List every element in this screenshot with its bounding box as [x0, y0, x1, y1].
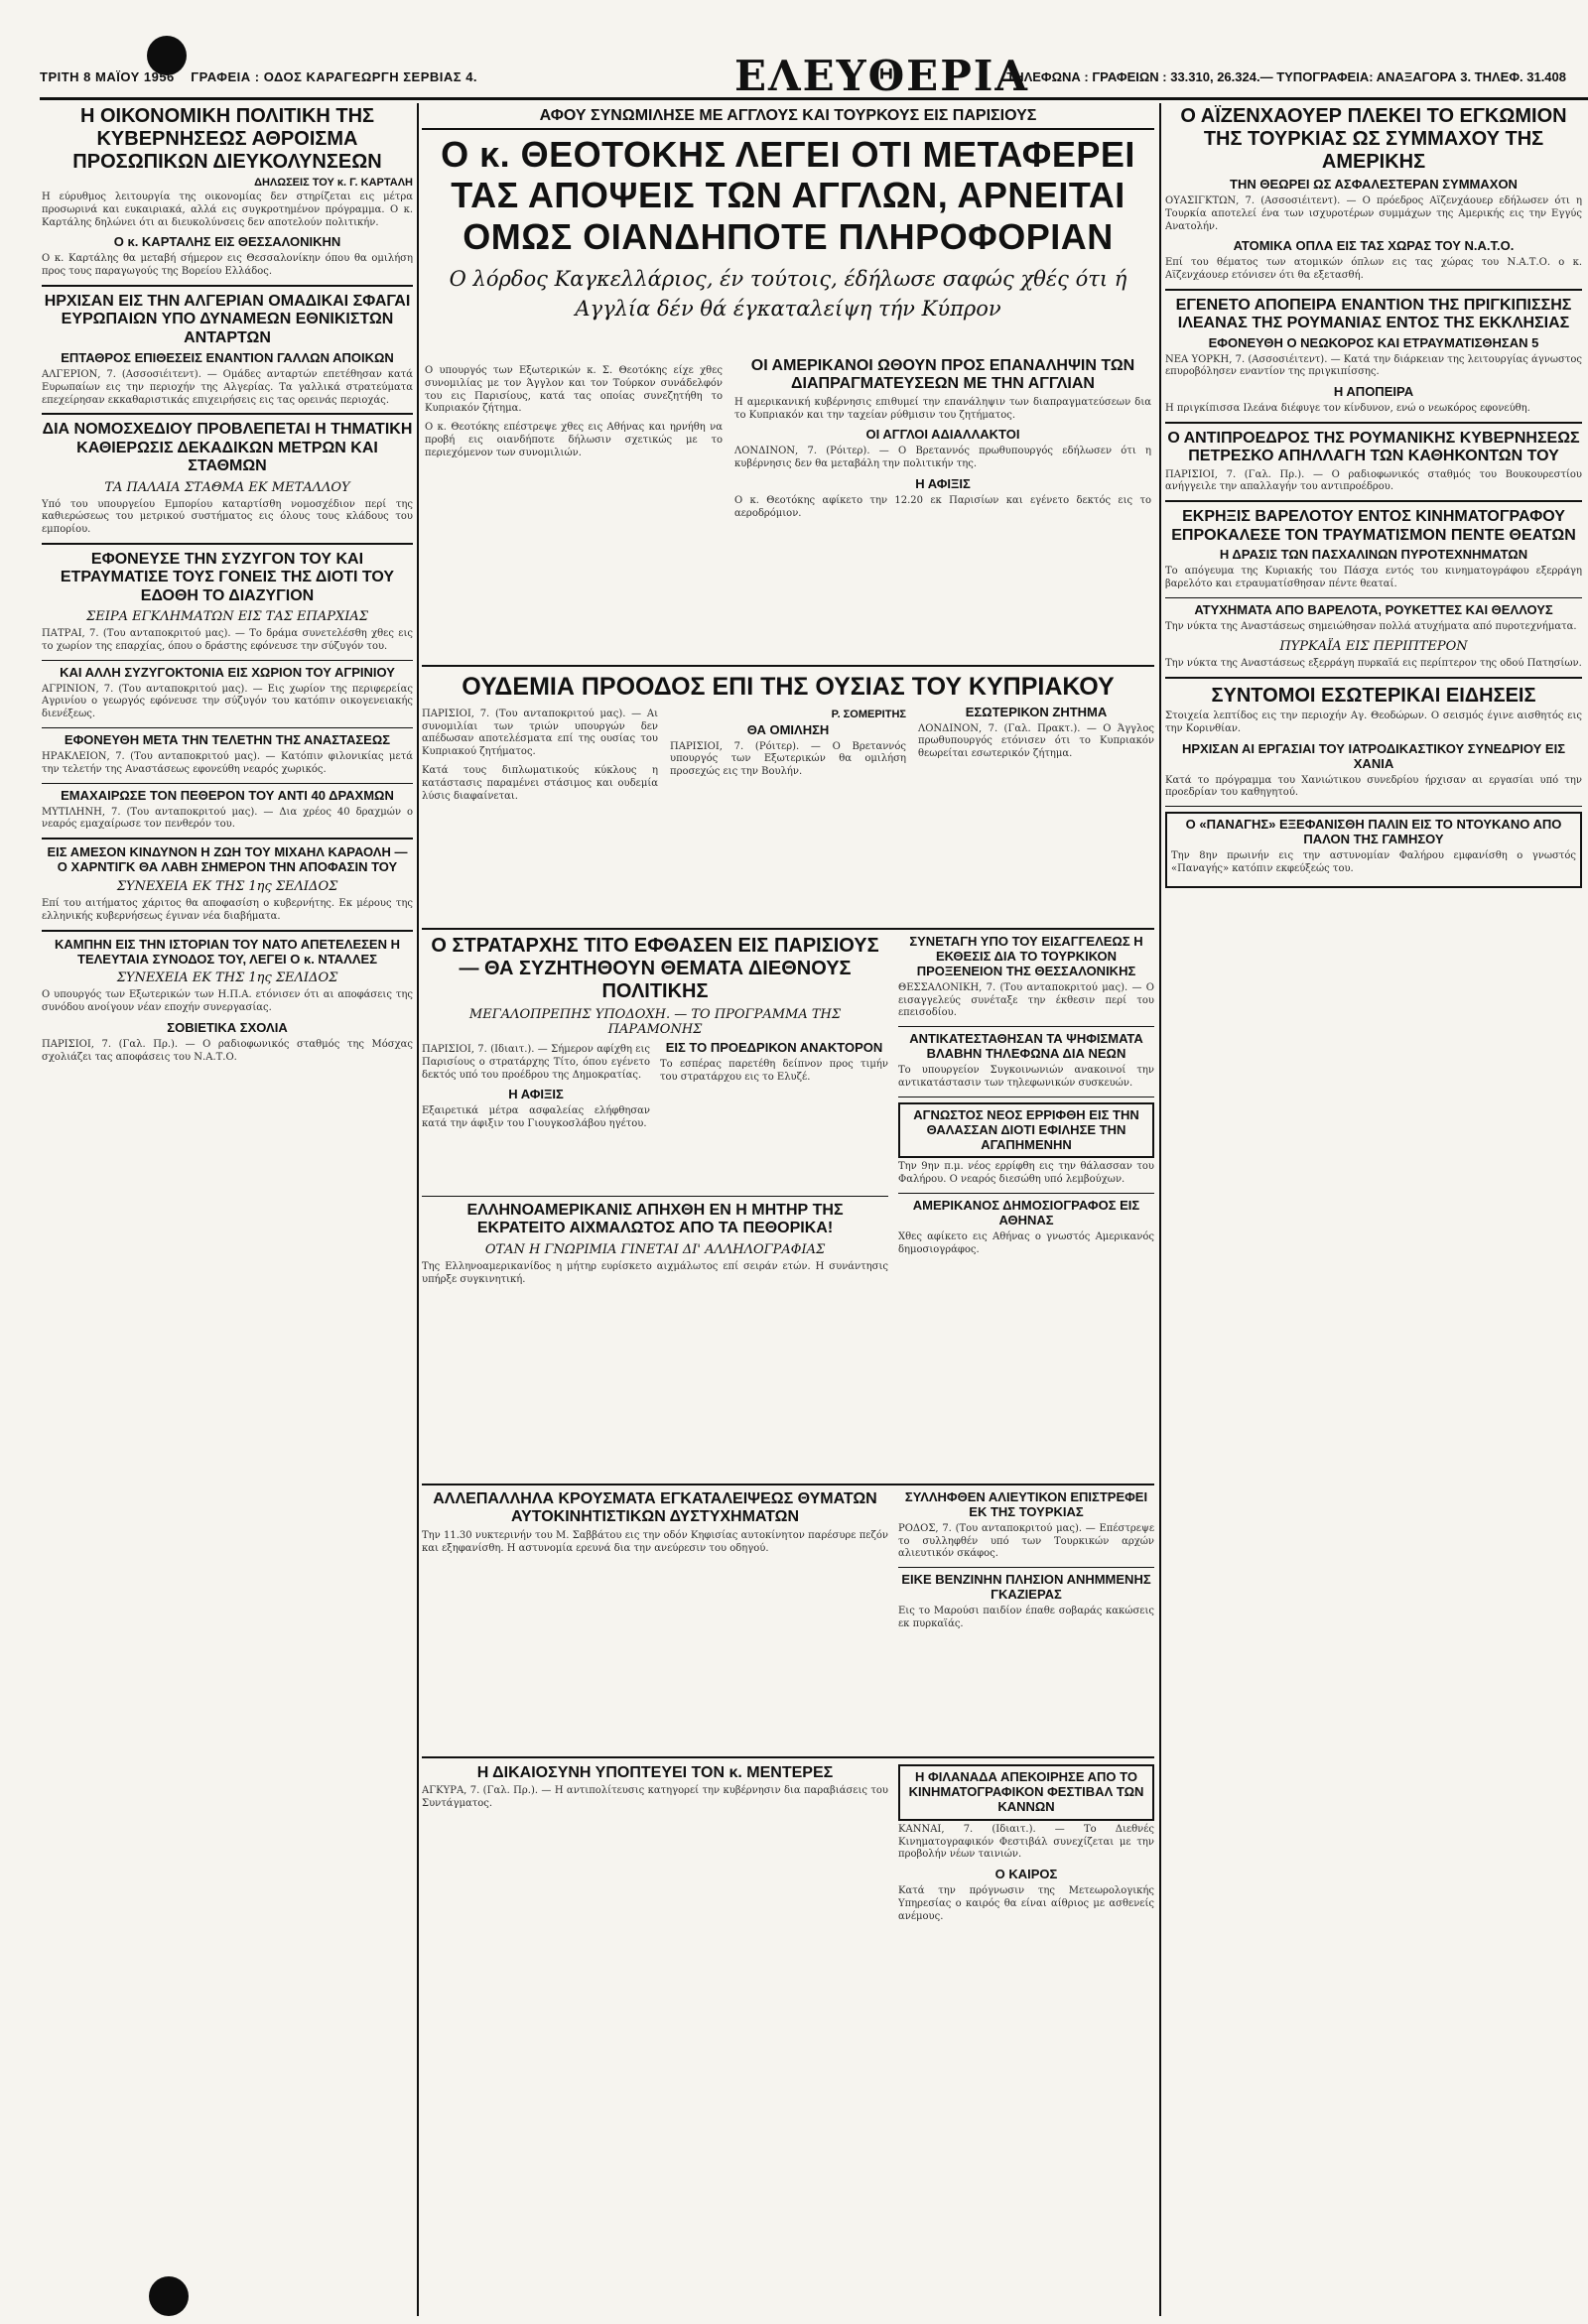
divider [42, 543, 413, 545]
column-rule-right [1159, 103, 1161, 2316]
subheading: Η ΑΠΟΠΕΙΡΑ [1333, 384, 1414, 400]
column-rule-left [417, 103, 419, 2316]
subheading: Ο κ. ΚΑΡΤΑΛΗΣ ΕΙΣ ΘΕΣΣΑΛΟΝΙΚΗΝ [113, 234, 341, 250]
article-americans-push [734, 357, 1151, 655]
article-body: ΠΑΤΡΑΙ, 7. (Του ανταποκριτού μας). — Το δράμα συνετελέσθη χθες εις το χωρίον της επαρχίας, όπου ο δράστης εφόνευσε την σύζυγόν του. [42, 628, 413, 652]
article-body: Εξαιρετικά μέτρα ασφαλείας ελήφθησαν κατά την άφιξιν του Γιουγκοσλάβου ηγέτου. [422, 1105, 650, 1130]
headline: ΑΜΕΡΙΚΑΝΟΣ ΔΗΜΟΣΙΟΓΡΑΦΟΣ ΕΙΣ ΑΘΗΝΑΣ [912, 1198, 1140, 1228]
headline: ΕΓΕΝΕΤΟ ΑΠΟΠΕΙΡΑ ΕΝΑΝΤΙΟΝ ΤΗΣ ΠΡΙΓΚΙΠΙΣΣΗΣ ΙΛΕΑΝΑΣ ΤΗΣ ΡΟΥΜΑΝΙΑΣ ΕΝΤΟΣ ΤΗΣ ΕΚΚΛΗΣΙΑΣ [1175, 296, 1572, 332]
byline: Ρ. ΣΟΜΕΡΙΤΗΣ [831, 708, 906, 720]
article-body: Η πριγκίπισσα Ιλεάνα διέφυγε τον κίνδυνον, ενώ ο νεωκόρος εφονεύθη. [1165, 403, 1530, 415]
article-body: ΠΑΡΙΣΙΟΙ, 7. (Γαλ. Πρ.). — Ο ραδιοφωνικός σταθμός του Βουκουρεστίου ανήγγειλε την απαλλαγήν του αντιπροέδρου. [1165, 468, 1582, 493]
subheading: ΤΗΝ ΘΕΩΡΕΙ ΩΣ ΑΣΦΑΛΕΣΤΕΡΑΝ ΣΥΜΜΑΧΟΝ [1230, 177, 1518, 192]
headline: ΕΦΟΝΕΥΘΗ ΜΕΤΑ ΤΗΝ ΤΕΛΕΤΗΝ ΤΗΣ ΑΝΑΣΤΑΣΕΩΣ [64, 732, 391, 748]
subheading: Ο ΚΑΙΡΟΣ [994, 1867, 1058, 1882]
article-domestic-briefs [1165, 685, 1582, 800]
divider [42, 930, 413, 932]
divider [1165, 806, 1582, 807]
article-body: ΡΟΔΟΣ, 7. (Του ανταποκριτού μας). — Επέστρεψε το συλληφθέν υπό των Τουρκικών αρχών αλιευτικόν σκάφος. [898, 1522, 1154, 1560]
article-body: ΠΑΡΙΣΙΟΙ, 7. (Του ανταποκριτού μας). — Αι συνομιλίαι των τριών υπουργών δεν απέδωσαν αποτελέσματα επί της ουσίας του Κυπριακού ζητήματος. [422, 708, 658, 758]
headline: ΕΙΣ ΑΜΕΣΟΝ ΚΙΝΔΥΝΟΝ Η ΖΩΗ ΤΟΥ ΜΙΧΑΗΛ ΚΑΡΑΟΛΗ — Ο ΧΑΡΝΤΙΓΚ ΘΑ ΛΑΒΗ ΣΗΜΕΡΟΝ ΤΗΝ ΑΠΟΦΑΣΙΝ ΤΟΥ [47, 844, 408, 875]
article-body: Το απόγευμα της Κυριακής του Πάσχα εντός του κινηματογράφου εξερράγη βαρελότο και ετραυματίσθησαν πέντε θεαταί. [1165, 566, 1582, 589]
headline: ΕΜΑΧΑΙΡΩΣΕ ΤΟΝ ΠΕΘΕΡΟΝ ΤΟΥ ΑΝΤΙ 40 ΔΡΑΧΜΩΝ [61, 787, 394, 803]
headline: ΕΙΚΕ ΒΕΝΖΙΝΗΝ ΠΛΗΣΙΟΝ ΑΝΗΜΜΕΝΗΣ ΓΚΑΖΙΕΡΑΣ [901, 1572, 1151, 1603]
headline: ΕΚΡΗΞΙΣ ΒΑΡΕΛΟΤΟΥ ΕΝΤΟΣ ΚΙΝΗΜΑΤΟΓΡΑΦΟΥ ΕΠΡΟΚΑΛΕΣΕ ΤΟΝ ΤΡΑΥΜΑΤΙΣΜΟΝ ΠΕΝΤΕ ΘΕΑΤΩΝ [1171, 508, 1576, 544]
article-cinema-explosion [1165, 508, 1582, 590]
article-metric-system [42, 421, 413, 537]
divider [422, 1756, 1154, 1758]
article-body: Ο κ. Θεοτόκης επέστρεψε χθες εις Αθήνας και ηρνήθη να προβή εις οιανδήποτε δήλωσιν σχετικώς με το περιεχόμενον των συνομιλιών. [425, 422, 723, 458]
byline: ΔΗΛΩΣΕΙΣ ΤΟΥ κ. Γ. ΚΑΡΤΑΛΗ [254, 177, 413, 189]
article-body: Ο κ. Καρτάλης θα μεταβή σήμερον εις Θεσσαλονίκην όπου θα ομιλήση προς τους παραγωγούς της Βορείου Ελλάδος. [42, 253, 413, 278]
article-karaolis [42, 845, 413, 923]
article-body: ΑΓΚΥΡΑ, 7. (Γαλ. Πρ.). — Η αντιπολίτευσις κατηγορεί την κυβέρνησιν δια παραβιάσεις του Συντάγματος. [422, 1785, 888, 1810]
article-body: Της Ελληνοαμερικανίδος η μήτηρ ευρίσκετο αιχμάλωτος επί σειράν ετών. Η συνάντησις υπήρξε συγκινητική. [422, 1260, 888, 1285]
subheading: ΕΦΟΝΕΥΘΗ Ο ΝΕΩΚΟΡΟΣ ΚΑΙ ΕΤΡΑΥΜΑΤΙΣΘΗΣΑΝ 5 [1208, 334, 1539, 350]
article-body: ΑΓΡΙΝΙΟΝ, 7. (Του ανταποκριτού μας). — Εις χωρίον της περιφερείας Αγρινίου ο γεωργός εφόνευσε την σύζυγόν του κατόπιν οικογενειακής διενέξεως. [42, 683, 413, 720]
subheading: ΑΤΟΜΙΚΑ ΟΠΛΑ ΕΙΣ ΤΑΣ ΧΩΡΑΣ ΤΟΥ Ν.Α.Τ.Ο. [1233, 238, 1515, 254]
headline: ΟΙ ΑΜΕΡΙΚΑΝΟΙ ΩΘΟΥΝ ΠΡΟΣ ΕΠΑΝΑΛΗΨΙΝ ΤΩΝ ΔΙΑΠΡΑΓΜΑΤΕΥΣΕΩΝ ΜΕ ΤΗΝ ΑΓΓΛΙΑΝ [750, 357, 1135, 393]
headline: ΚΑΙ ΑΛΛΗ ΣΥΖΥΓΟΚΤΟΝΙΑ ΕΙΣ ΧΩΡΙΟΝ ΤΟΥ ΑΓΡΙΝΙΟΥ [60, 664, 395, 680]
article-body: ΝΕΑ ΥΟΡΚΗ, 7. (Ασσοσιέιτεντ). — Κατά την διάρκειαν της λειτουργίας άγνωστος επυροβόλησεν εναντίον της πριγκιπίσσης. [1165, 353, 1582, 378]
article-body: Εις το Μαρούσι παιδίον έπαθε σοβαράς κακώσεις εκ πυρκαϊάς. [898, 1606, 1154, 1629]
article-body: ΚΑΝΝΑΙ, 7. (Ιδιαιτ.). — Το Διεθνές Κινηματογραφικόν Φεστιβάλ συνεχίζεται με την προβολήν νέων ταινιών. [898, 1823, 1154, 1861]
article-body: Ο υπουργός των Εξωτερικών κ. Σ. Θεοτόκης είχε χθες συνομιλίας με τον Άγγλον και τον Τούρκον συνάδελφόν του εις Παρισίους, κατά τας οποίας συνεζητήθη το Κυπριακόν ζήτημα. [425, 365, 723, 415]
boxed-brief [898, 1102, 1154, 1159]
article-body: Ο υπουργός των Εξωτερικών των Η.Π.Α. ετόνισεν ότι αι αποφάσεις της συνόδου ανοίγουν νέαν εποχήν συνεργασίας. [42, 989, 413, 1014]
article-body: ΠΑΡΙΣΙΟΙ, 7. (Ιδιαιτ.). — Σήμερον αφίχθη εις Παρισίους ο στρατάρχης Τίτο, όπου εγένετο δεκτός υπό του προέδρου της Δημοκρατίας. [422, 1044, 650, 1081]
headline: ΑΛΛΕΠΑΛΛΗΛΑ ΚΡΟΥΣΜΑΤΑ ΕΓΚΑΤΑΛΕΙΨΕΩΣ ΘΥΜΑΤΩΝ ΑΥΤΟΚΙΝΗΤΙΣΤΙΚΩΝ ΔΥΣΤΥΧΗΜΑΤΩΝ [433, 1490, 877, 1526]
article-agrinio [42, 666, 413, 721]
headline: ΑΝΤΙΚΑΤΕΣΤΑΘΗΣΑΝ ΤΑ ΨΗΦΙΣΜΑΤΑ ΒΛΑΒΗΝ ΤΗΛΕΦΩΝΑ ΔΙΑ ΝΕΩΝ [909, 1031, 1143, 1062]
article-body: Την 8ην πρωινήν εις την αστυνομίαν Φαλήρου εμφανίσθη ο γνωστός «Παναγής» κατόπιν εκφεύξεώς του. [1171, 850, 1576, 874]
article-hit-and-run [422, 1490, 888, 1788]
article-body: Υπό του υπουργείου Εμπορίου καταρτίσθη νομοσχέδιον περί της καθιερώσεως του μετρικού συστήματος εις όλους τους κλάδους του εμπορίου. [42, 498, 413, 536]
article-body: Χθες αφίκετο εις Αθήνας ο γνωστός Αμερικανός δημοσιογράφος. [898, 1230, 1154, 1255]
lead-body-column [425, 362, 723, 660]
divider [422, 665, 1154, 667]
headline: ΣΥΝΤΟΜΟΙ ΕΣΩΤΕΡΙΚΑΙ ΕΙΔΗΣΕΙΣ [1211, 685, 1536, 708]
article-body: Την 11.30 νυκτερινήν του Μ. Σαββάτου εις την οδόν Κηφισίας αυτοκίνητον παρέσυρε πεζόν και εξηφανίσθη. Η αστυνομία ερευνά δια την ανεύρεσιν του οδηγού. [422, 1529, 888, 1554]
article-body: Η αμερικανική κυβέρνησις επιθυμεί την επανάληψιν των διαπραγματεύσεων δια το Κυπριακόν και την ταχείαν ρύθμισιν του ζητήματος. [734, 396, 1151, 421]
headline: Η ΦΙΛΑΝΑΔΑ ΑΠΕΚΟΙΡΗΣΕ ΑΠΟ ΤΟ ΚΙΝΗΜΑΤΟΓΡΑΦΙΚΟΝ ΦΕΣΤΙΒΑΛ ΤΩΝ ΚΑΝΝΩΝ [908, 1769, 1144, 1814]
divider [898, 1193, 1154, 1194]
article-body: Ο κ. Θεοτόκης αφίκετο την 12.20 εκ Παρισίων και εγένετο δεκτός εις το αεροδρόμιον. [734, 494, 1151, 519]
divider [1165, 597, 1582, 598]
issue-date: ΤΡΙΤΗ 8 ΜΑΪΟΥ 1956 [40, 69, 175, 84]
right-column [1165, 105, 1582, 2313]
article-body: Την 9ην π.μ. νέος ερρίφθη εις την θάλασσαν του Φαλήρου. Ο νεαρός διεσώθη υπό λεμβούχων. [898, 1161, 1154, 1186]
subheading: ΕΠΤΑΘΡΟΣ ΕΠΙΘΕΣΕΙΣ ΕΝΑΝΤΙΟΝ ΓΑΛΛΩΝ ΑΠΟΙΚΩΝ [61, 350, 394, 366]
article-easter-killing [42, 733, 413, 777]
headline: ΣΥΝΕΤΑΓΗ ΥΠΟ ΤΟΥ ΕΙΣΑΓΓΕΛΕΩΣ Η ΕΚΘΕΣΙΣ ΔΙΑ ΤΟ ΤΟΥΡΚΙΚΟΝ ΠΡΟΞΕΝΕΙΟΝ ΤΗΣ ΘΕΣΣΑΛΟΝΙΚΗΣ [909, 935, 1143, 978]
subheading: ΟΤΑΝ Η ΓΝΩΡΙΜΙΑ ΓΙΝΕΤΑΙ ΔΙ' ΑΛΛΗΛΟΓΡΑΦΙΑΣ [484, 1241, 826, 1257]
divider [422, 928, 1154, 930]
article-cannes [898, 1764, 1154, 2310]
headline: ΟΥΔΕΜΙΑ ΠΡΟΟΔΟΣ ΕΠΙ ΤΗΣ ΟΥΣΙΑΣ ΤΟΥ ΚΥΠΡΙΑΚΟΥ [462, 673, 1115, 701]
weather-forecast: Κατά την πρόγνωσιν της Μετεωρολογικής Υπηρεσίας ο καιρός θα είναι αίθριος με ασθενείς ανέμους. [898, 1885, 1154, 1922]
divider [42, 783, 413, 784]
divider [422, 1484, 1154, 1485]
article-greek-american [422, 1191, 888, 1488]
headline: Ο «ΠΑΝΑΓΗΣ» ΕΞΕΦΑΝΙΣΘΗ ΠΑΛΙΝ ΕΙΣ ΤΟ ΝΤΟΥΚΑΝΟ ΑΠΟ ΠΑΛΟΝ ΤΗΣ ΓΑΜΗΣΟΥ [1185, 817, 1562, 847]
article-body: ΟΥΑΣΙΓΚΤΩΝ, 7. (Ασσοσιέιτεντ). — Ο πρόεδρος Αϊζενχάουερ εδήλωσεν ότι η Τουρκία αποτελεί ένα των ισχυροτέρων συμμάχων της Αμερικής εις την Εγγύς Ανατολήν. [1165, 194, 1582, 232]
article-body: Επί του θέματος των ατομικών όπλων εις τας χώρας του Ν.Α.Τ.Ο. ο κ. Αϊζενχάουερ ετόνισεν ότι θα εξετασθή. [1165, 257, 1582, 282]
headline: Ο ΑΝΤΙΠΡΟΕΔΡΟΣ ΤΗΣ ΡΟΥΜΑΝΙΚΗΣ ΚΥΒΕΡΝΗΣΕΩΣ ΠΕΤΡΕΣΚΟ ΑΠΗΛΛΑΓΗ ΤΩΝ ΚΑΘΗΚΟΝΤΩΝ ΤΟΥ [1167, 429, 1580, 465]
divider [1165, 289, 1582, 291]
headline: Ο ΣΤΡΑΤΑΡΧΗΣ ΤΙΤΟ ΕΦΘΑΣΕΝ ΕΙΣ ΠΑΡΙΣΙΟΥΣ — ΘΑ ΣΥΖΗΤΗΘΟΥΝ ΘΕΜΑΤΑ ΔΙΕΘΝΟΥΣ ΠΟΛΙΤΙΚΗΣ [431, 935, 879, 1002]
divider [42, 838, 413, 839]
subheading: ΘΑ ΟΜΙΛΗΣΗ [746, 721, 830, 737]
article-body: Στοιχεία λεπτίδος εις την περιοχήν Αγ. Θεοδώρων. Ο σεισμός έγινε αισθητός εις την Κορινθίαν. [1165, 710, 1582, 734]
lead-deck: Ο λόρδος Καγκελλάριος, έν τούτοις, έδήλωσε σαφώς χθές ότι ή Αγγλία δέν θά έγκαταλείψη τήν Κύπρον [449, 267, 1127, 321]
subheading: Η ΔΡΑΣΙΣ ΤΩΝ ΠΑΣΧΑΛΙΝΩΝ ΠΥΡΟΤΕΧΝΗΜΑΤΩΝ [1219, 547, 1528, 563]
article-body: Την νύκτα της Αναστάσεως εξερράγη πυρκαϊά εις περίπτερον της οδού Πατησίων. [1165, 658, 1582, 670]
lead-kicker: ΑΦΟΥ ΣΥΝΩΜΙΛΗΣΕ ΜΕ ΑΓΓΛΟΥΣ ΚΑΙ ΤΟΥΡΚΟΥΣ ΕΙΣ ΠΑΡΙΣΙΟΥΣ [422, 107, 1154, 130]
headline: ΔΙΑ ΝΟΜΟΣΧΕΔΙΟΥ ΠΡΟΒΛΕΠΕΤΑΙ Η ΤΗΜΑΤΙΚΗ ΚΑΘΙΕΡΩΣΙΣ ΔΕΚΑΔΙΚΩΝ ΜΕΤΡΩΝ ΚΑΙ ΣΤΑΘΜΩΝ [42, 421, 413, 475]
headline: Η ΔΙΚΑΙΟΣΥΝΗ ΥΠΟΠΤΕΥΕΙ ΤΟΝ κ. ΜΕΝΤΕΡΕΣ [476, 1764, 834, 1781]
phone-numbers: ΤΗΛΕΦΩΝΑ : ΓΡΑΦΕΙΩΝ : 33.310, 26.324.— ΤΥΠΟΓΡΑΦΕΙΑ: ΑΝΑΞΑΓΟΡΑ 3. ΤΗΛΕΦ. 31.408 [1006, 69, 1566, 84]
divider [1165, 677, 1582, 679]
divider [42, 413, 413, 415]
headline: ΕΦΟΝΕΥΣΕ ΤΗΝ ΣΥΖΥΓΟΝ ΤΟΥ ΚΑΙ ΕΤΡΑΥΜΑΤΙΣΕ ΤΟΥΣ ΓΟΝΕΙΣ ΤΗΣ ΔΙΟΤΙ ΤΟΥ ΕΔΟΘΗ ΤΟ ΔΙΑΖΥΓΙΟΝ [60, 550, 395, 604]
subheading: ΠΥΡΚΑΪΑ ΕΙΣ ΠΕΡΙΠΤΕΡΟΝ [1279, 639, 1468, 655]
article-fireworks-accidents [1165, 603, 1582, 672]
subheading: ΜΕΓΑΛΟΠΡΕΠΗΣ ΥΠΟΔΟΧΗ. — ΤΟ ΠΡΟΓΡΑΜΜΑ ΤΗΣ ΠΑΡΑΜΟΝΗΣ [468, 1007, 842, 1037]
lead-story-banner [422, 107, 1154, 323]
continuation-note: ΣΥΝΕΧΕΙΑ ΕΚ ΤΗΣ 1ης ΣΕΛΙΔΟΣ [116, 879, 338, 895]
headline: ΑΤΥΧΗΜΑΤΑ ΑΠΟ ΒΑΡΕΛΟΤΑ, ΡΟΥΚΕΤΤΕΣ ΚΑΙ ΘΕΛΛΟΥΣ [1194, 601, 1553, 617]
divider [1165, 500, 1582, 502]
article-murder-patras [42, 551, 413, 654]
article-body: ΑΛΓΕΡΙΟΝ, 7. (Ασσοσιέιτεντ). — Ομάδες ανταρτών επετέθησαν κατά Ευρωπαίων εις την περιοχήν της Αλγερίας. Τα γαλλικά στρατεύματα επεχείρησαν εκκαθαριστικάς επιχειρήσεις εις τας ορεινάς περιοχάς. [42, 369, 413, 406]
divider [1165, 422, 1582, 424]
continuation-note: ΣΥΝΕΧΕΙΑ ΕΚ ΤΗΣ 1ης ΣΕΛΙΔΟΣ [116, 970, 338, 986]
newspaper-title: ΕΛΕΥΘΕΡΙΑ [734, 52, 1030, 100]
center-right-lower-briefs [898, 1490, 1154, 1788]
headline: ΗΡΧΙΣΑΝ ΕΙΣ ΤΗΝ ΑΛΓΕΡΙΑΝ ΟΜΑΔΙΚΑΙ ΣΦΑΓΑΙ ΕΥΡΩΠΑΙΩΝ ΥΠΟ ΔΥΝΑΜΕΩΝ ΕΘΝΙΚΙΣΤΩΝ ΑΝΤΑΡΤΩΝ [44, 292, 411, 346]
article-eisenhower-turkey [1165, 105, 1582, 283]
divider [898, 1026, 1154, 1027]
boxed-brief [898, 1764, 1154, 1821]
article-petresco [1165, 430, 1582, 494]
divider [42, 660, 413, 661]
article-body: Η εύρυθμος λειτουργία της οικονομίας δεν στηρίζεται εις μέτρα προσωρινά και ευκαιριακά, αλλά εις συγκροτημένον πρόγραμμα. Ο κ. Καρτάλης δηλώνει ότι αι διευκολύνσεις δεν αποτελούν πολιτικήν. [42, 192, 413, 228]
headline: ΕΛΛΗΝΟΑΜΕΡΙΚΑΝΙΣ ΑΠΗΧΘΗ ΕΝ Η ΜΗΤΗΡ ΤΗΣ ΕΚΡΑΤΕΙΤΟ ΑΙΧΜΑΛΩΤΟΣ ΑΠΟ ΤΑ ΠΕΘΟΡΙΚΑ! [466, 1202, 844, 1237]
article-body: ΗΡΑΚΛΕΙΟΝ, 7. (Του ανταποκριτού μας). — Κατόπιν φιλονικίας μετά την τελετήν της Αναστάσεως εφονεύθη νεαρός χωρικός. [42, 751, 413, 775]
article-body: Επί του αιτήματος χάριτος θα αποφασίση ο κυβερνήτης. Εκ μέρους της ελληνικής κυβερνήσεως έγιναν νέα διαβήματα. [42, 898, 413, 922]
subheading: Η ΑΦΙΞΙΣ [915, 475, 971, 491]
divider [42, 727, 413, 728]
subheading: ΕΣΩΤΕΡΙΚΟΝ ΖΗΤΗΜΑ [965, 704, 1108, 719]
headline: ΚΑΜΠΗΝ ΕΙΣ ΤΗΝ ΙΣΤΟΡΙΑΝ ΤΟΥ ΝΑΤΟ ΑΠΕΤΕΛΕΣΕΝ Η ΤΕΛΕΥΤΑΙΑ ΣΥΝΟΔΟΣ ΤΟΥ, ΛΕΓΕΙ Ο κ. ΝΤΑΛΛΕΣ [55, 936, 400, 967]
subheading: ΟΙ ΑΓΓΛΟΙ ΑΔΙΑΛΛΑΚΤΟΙ [865, 427, 1020, 443]
article-body: Κατά το πρόγραμμα του Χανιώτικου συνεδρίου ήρχισαν αι εργασίαι υπό την προεδρίαν του καθηγητού. [1165, 774, 1582, 799]
subheading: ΤΑ ΠΑΛΑΙΑ ΣΤΑΘΜΑ ΕΚ ΜΕΤΑΛΛΟΥ [104, 479, 350, 495]
article-body: ΜΥΤΙΛΗΝΗ, 7. (Του ανταποκριτού μας). — Δια χρέος 40 δραχμών ο νεαρός εμαχαίρωσε τον πενθερόν του. [42, 806, 413, 831]
article-body: ΘΕΣΣΑΛΟΝΙΚΗ, 7. (Του ανταποκριτού μας). — Ο εισαγγελεύς συνέταξε την έκθεσιν περί του επεισοδίου. [898, 981, 1154, 1019]
article-body: ΠΑΡΙΣΙΟΙ, 7. (Ρόιτερ). — Ο Βρεταννός υπουργός των Εξωτερικών θα ομιλήση προσεχώς εις την Βουλήν. [670, 740, 906, 778]
headline: ΑΓΝΩΣΤΟΣ ΝΕΟΣ ΕΡΡΙΦΘΗ ΕΙΣ ΤΗΝ ΘΑΛΑΣΣΑΝ ΔΙΟΤΙ ΕΦΙΛΗΣΕ ΤΗΝ ΑΓΑΠΗΜΕΝΗΝ [913, 1106, 1139, 1152]
headline: ΣΥΛΛΗΦΘΕΝ ΑΛΙΕΥΤΙΚΟΝ ΕΠΙΣΤΡΕΦΕΙ ΕΚ ΤΗΣ ΤΟΥΡΚΙΑΣ [904, 1490, 1148, 1519]
left-column [42, 105, 413, 2313]
subheading: ΣΟΒΙΕΤΙΚΑ ΣΧΟΛΙΑ [167, 1020, 288, 1036]
article-no-progress-cyprus [422, 673, 1154, 921]
masthead [40, 52, 1588, 100]
article-body: Το υπουργείον Συγκοινωνιών ανακοινοί την αντικατάστασιν των τηλεφωνικών συσκευών. [898, 1065, 1154, 1089]
lead-headline: Ο κ. ΘΕΟΤΟΚΗΣ ΛΕΓΕΙ ΟΤΙ ΜΕΤΑΦΕΡΕΙ ΤΑΣ ΑΠΟΨΕΙΣ ΤΩΝ ΑΓΓΛΩΝ, ΑΡΝΕΙΤΑΙ ΟΜΩΣ ΟΙΑΝΔΗΠΟΤΕ ΠΛΗΡΟΦΟΡΙΑΝ [441, 134, 1135, 257]
article-panagis [1165, 812, 1582, 887]
article-40-drachmas [42, 789, 413, 833]
article-body: ΛΟΝΔΙΝΟΝ, 7. (Γαλ. Πρακτ.). — Ο Άγγλος πρωθυπουργός ετόνισεν ότι το Κυπριακόν θεωρείται εσωτερικόν ζήτημα. [918, 722, 1154, 760]
divider [422, 1196, 888, 1197]
masthead-date-offices [40, 69, 477, 84]
article-economic-policy [42, 105, 413, 279]
subheading: ΣΕΙΡΑ ΕΓΚΛΗΜΑΤΩΝ ΕΙΣ ΤΑΣ ΕΠΑΡΧΙΑΣ [86, 609, 368, 625]
subheading: Η ΑΦΙΞΙΣ [508, 1087, 564, 1102]
divider [898, 1567, 1154, 1568]
article-body: ΛΟΝΔΙΝΟΝ, 7. (Ρόιτερ). — Ο Βρεταννός πρωθυπουργός εδήλωσεν ότι η κυβέρνησις δεν θα μεταβάλη την πολιτικήν της. [734, 446, 1151, 470]
article-ileana-attack [1165, 297, 1582, 416]
subheading: ΗΡΧΙΣΑΝ ΑΙ ΕΡΓΑΣΙΑΙ ΤΟΥ ΙΑΤΡΟΔΙΚΑΣΤΙΚΟΥ ΣΥΝΕΔΡΙΟΥ ΕΙΣ ΧΑΝΙΑ [1181, 740, 1566, 771]
article-algeria [42, 293, 413, 408]
article-menderes [422, 1764, 888, 2310]
headline: Η ΟΙΚΟΝΟΜΙΚΗ ΠΟΛΙΤΙΚΗ ΤΗΣ ΚΥΒΕΡΝΗΣΕΩΣ ΑΘΡΟΙΣΜΑ ΠΡΟΣΩΠΙΚΩΝ ΔΙΕΥΚΟΛΥΝΣΕΩΝ [72, 105, 382, 173]
office-address: ΓΡΑΦΕΙΑ : ΟΔΟΣ ΚΑΡΑΓΕΩΡΓΗ ΣΕΡΒΙΑΣ 4. [191, 69, 478, 84]
article-nato-dulles [42, 938, 413, 1065]
article-body: Κατά τους διπλωματικούς κύκλους η κατάστασις παραμένει στάσιμος και ουδεμία λύσις διαφαίνεται. [422, 764, 658, 802]
article-body: ΠΑΡΙΣΙΟΙ, 7. (Γαλ. Πρ.). — Ο ραδιοφωνικός σταθμός της Μόσχας σχολιάζει τας αποφάσεις του Ν.Α.Τ.Ο. [42, 1039, 413, 1063]
center-right-briefs [898, 935, 1154, 1476]
headline: Ο ΑΪΖΕΝΧΑΟΥΕΡ ΠΛΕΚΕΙ ΤΟ ΕΓΚΩΜΙΟΝ ΤΗΣ ΤΟΥΡΚΙΑΣ ΩΣ ΣΥΜΜΑΧΟΥ ΤΗΣ ΑΜΕΡΙΚΗΣ [1180, 105, 1567, 173]
subheading: ΕΙΣ ΤΟ ΠΡΟΕΔΡΙΚΟΝ ΑΝΑΚΤΟΡΟΝ [665, 1040, 883, 1055]
article-body: Την νύκτα της Αναστάσεως σημειώθησαν πολλά ατυχήματα από πυροτεχνήματα. [1165, 620, 1577, 632]
divider [42, 285, 413, 287]
article-body: Το εσπέρας παρετέθη δείπνον προς τιμήν του στρατάρχου εις το Ελυζέ. [660, 1058, 888, 1083]
